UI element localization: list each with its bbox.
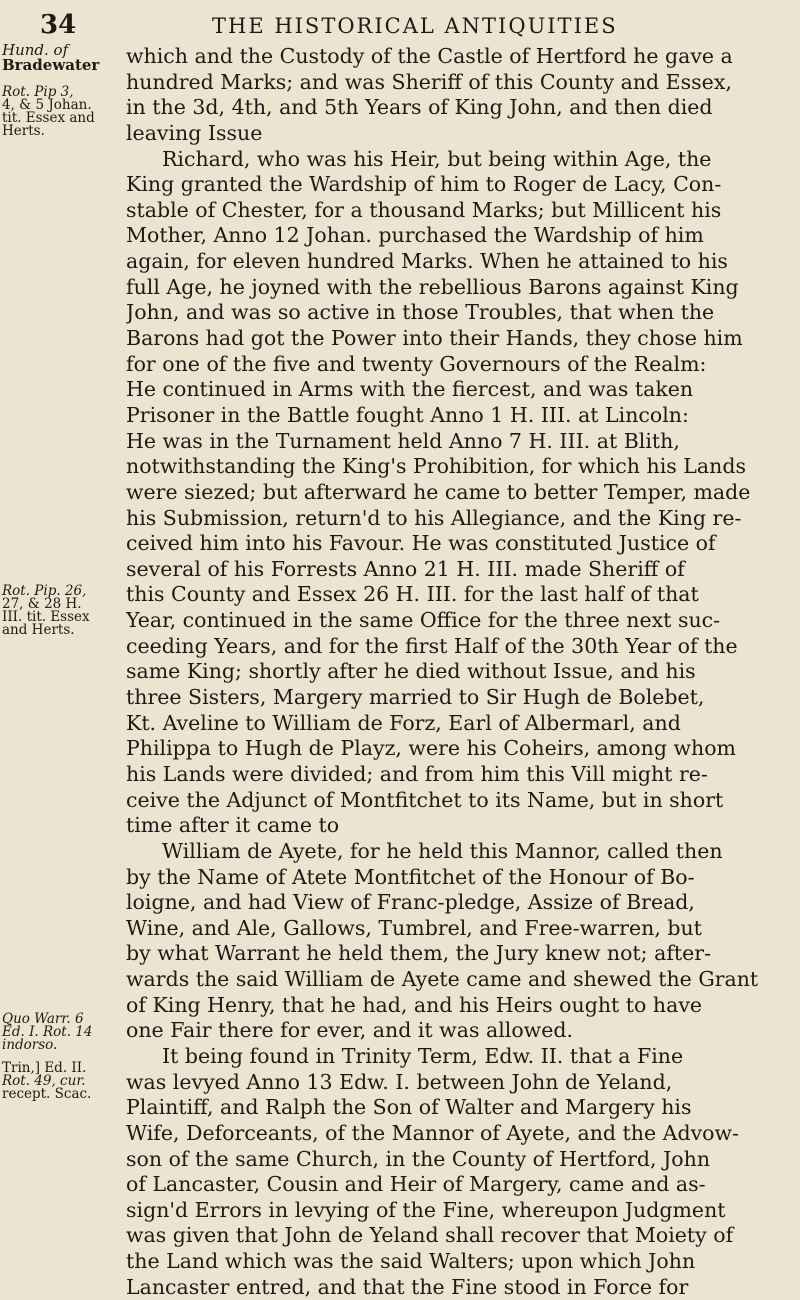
text-line: sign'd Errors in levying of the Fine, whereupon Judgment: [126, 1197, 726, 1222]
text-line: hundred Marks; and was Sheriff of this County and Essex,: [126, 69, 732, 94]
text-line: He was in the Turnament held Anno 7 H. III. at Blith,: [126, 428, 680, 453]
text-line: by the Name of Atete Montfitchet of the Honour of Bo-: [126, 864, 695, 889]
text-line: Barons had got the Power into their Hands, they chose him: [126, 326, 743, 351]
margin-note-hundred: [2, 41, 126, 139]
margin-line: tit. Essex and: [2, 110, 95, 126]
text-line: in the 3d, 4th, and 5th Years of King John, and then died: [126, 95, 713, 120]
text-line: for one of the five and twenty Governours of the Realm:: [126, 351, 707, 376]
margin-line: 27, & 28 H.: [2, 596, 82, 612]
text-line: Philippa to Hugh de Playz, were his Coheirs, among whom: [126, 736, 736, 761]
text-line: ceive the Adjunct of Montfitchet to its Name, but in short: [126, 787, 724, 812]
page-number: 34: [40, 10, 77, 40]
margin-line: Bradewater: [2, 56, 100, 74]
margin-note-quo-warranto: [2, 1013, 126, 1101]
text-line: were siezed; but afterward he came to better Temper, made: [126, 479, 751, 504]
margin-line: Rot. 49, cur.: [2, 1073, 86, 1089]
text-line: notwithstanding the King's Prohibition, for which his Lands: [126, 454, 746, 479]
text-line: Year, continued in the same Office for the three next suc-: [126, 608, 721, 633]
margin-line: Herts.: [2, 123, 45, 139]
text-line: It being found in Trinity Term, Edw. II. that a Fine: [162, 1043, 684, 1068]
text-line: Prisoner in the Battle fought Anno 1 H. III. at Lincoln:: [126, 402, 689, 427]
text-line: the Land which was the said Walters; upon which John: [126, 1249, 696, 1274]
text-line: Wine, and Ale, Gallows, Tumbrel, and Free-warren, but: [126, 915, 702, 940]
margin-line: Rot. Pip 3,: [2, 84, 74, 100]
text-line: Richard, who was his Heir, but being within Age, the: [162, 146, 712, 171]
text-line: several of his Forrests Anno 21 H. III. made Sheriff of: [126, 556, 685, 581]
margin-line: Quo Warr. 6: [2, 1011, 84, 1027]
text-line: stable of Chester, for a thousand Marks; but Millicent his: [126, 197, 722, 222]
text-line: ceeding Years, and for the first Half of the 30th Year of the: [126, 633, 738, 658]
text-line: again, for eleven hundred Marks. When he attained to his: [126, 249, 728, 274]
text-line: time after it came to: [126, 813, 340, 838]
text-line: of Lancaster, Cousin and Heir of Margery, came and as-: [126, 1172, 706, 1197]
text-line: son of the same Church, in the County of Hertford, John: [126, 1146, 711, 1171]
text-line: Kt. Aveline to William de Forz, Earl of Albermarl, and: [126, 710, 681, 735]
text-line: Mother, Anno 12 Johan. purchased the Wardship of him: [126, 223, 704, 248]
running-title: THE HISTORICAL ANTIQUITIES: [212, 14, 618, 38]
text-line: Lancaster entred, and that the Fine stood in Force for: [126, 1274, 689, 1299]
margin-line: indorso.: [2, 1037, 58, 1053]
main-text: [126, 44, 790, 1300]
text-line: was levyed Anno 13 Edw. I. between John de Yeland,: [126, 1069, 673, 1094]
margin-line: Ed. I. Rot. 14: [2, 1024, 93, 1040]
text-line: by what Warrant he held them, the Jury knew not; after-: [126, 941, 712, 966]
text-line: of King Henry, that he had, and his Heirs ought to have: [126, 992, 703, 1017]
margin-line: 4, & 5 Johan.: [2, 97, 92, 113]
text-line: wards the said William de Ayete came and shewed the Grant: [126, 967, 759, 992]
margin-line: III. tit. Essex: [2, 609, 90, 625]
margin-line: recept. Scac.: [2, 1086, 92, 1102]
text-line: John, and was so active in those Troubles, that when the: [126, 300, 715, 325]
text-line: William de Ayete, for he held this Mannor, called then: [162, 838, 723, 863]
margin-line: and Herts.: [2, 622, 75, 638]
text-line: which and the Custody of the Castle of Hertford he gave a: [126, 44, 733, 68]
margin-line: Hund. of: [2, 41, 69, 59]
text-line: Plaintiff, and Ralph the Son of Walter and Margery his: [126, 1095, 692, 1120]
text-line: one Fair there for ever, and it was allowed.: [126, 1018, 573, 1043]
margin-line: Rot. Pip. 26,: [2, 583, 87, 599]
text-line: ceived him into his Favour. He was constituted Justice of: [126, 531, 716, 556]
text-line: loigne, and had View of Franc-pledge, Assize of Bread,: [126, 890, 695, 915]
margin-line: Trin,] Ed. II.: [2, 1060, 87, 1076]
text-line: his Submission, return'd to his Allegiance, and the King re-: [126, 505, 742, 530]
margin-note-rot-pip: [2, 585, 126, 637]
text-line: was given that John de Yeland shall recover that Moiety of: [126, 1223, 734, 1248]
text-line: three Sisters, Margery married to Sir Hugh de Bolebet,: [126, 685, 705, 710]
text-line: leaving Issue: [126, 120, 263, 145]
text-line: He continued in Arms with the fiercest, and was taken: [126, 377, 694, 402]
text-line: this County and Essex 26 H. III. for the last half of that: [126, 582, 699, 607]
text-line: Wife, Deforceants, of the Mannor of Ayete, and the Advow-: [126, 1120, 739, 1145]
text-line: same King; shortly after he died without Issue, and his: [126, 659, 696, 684]
text-line: King granted the Wardship of him to Roger de Lacy, Con-: [126, 172, 722, 197]
text-line: full Age, he joyned with the rebellious Barons against King: [126, 274, 739, 299]
text-line: his Lands were divided; and from him this Vill might re-: [126, 761, 708, 786]
